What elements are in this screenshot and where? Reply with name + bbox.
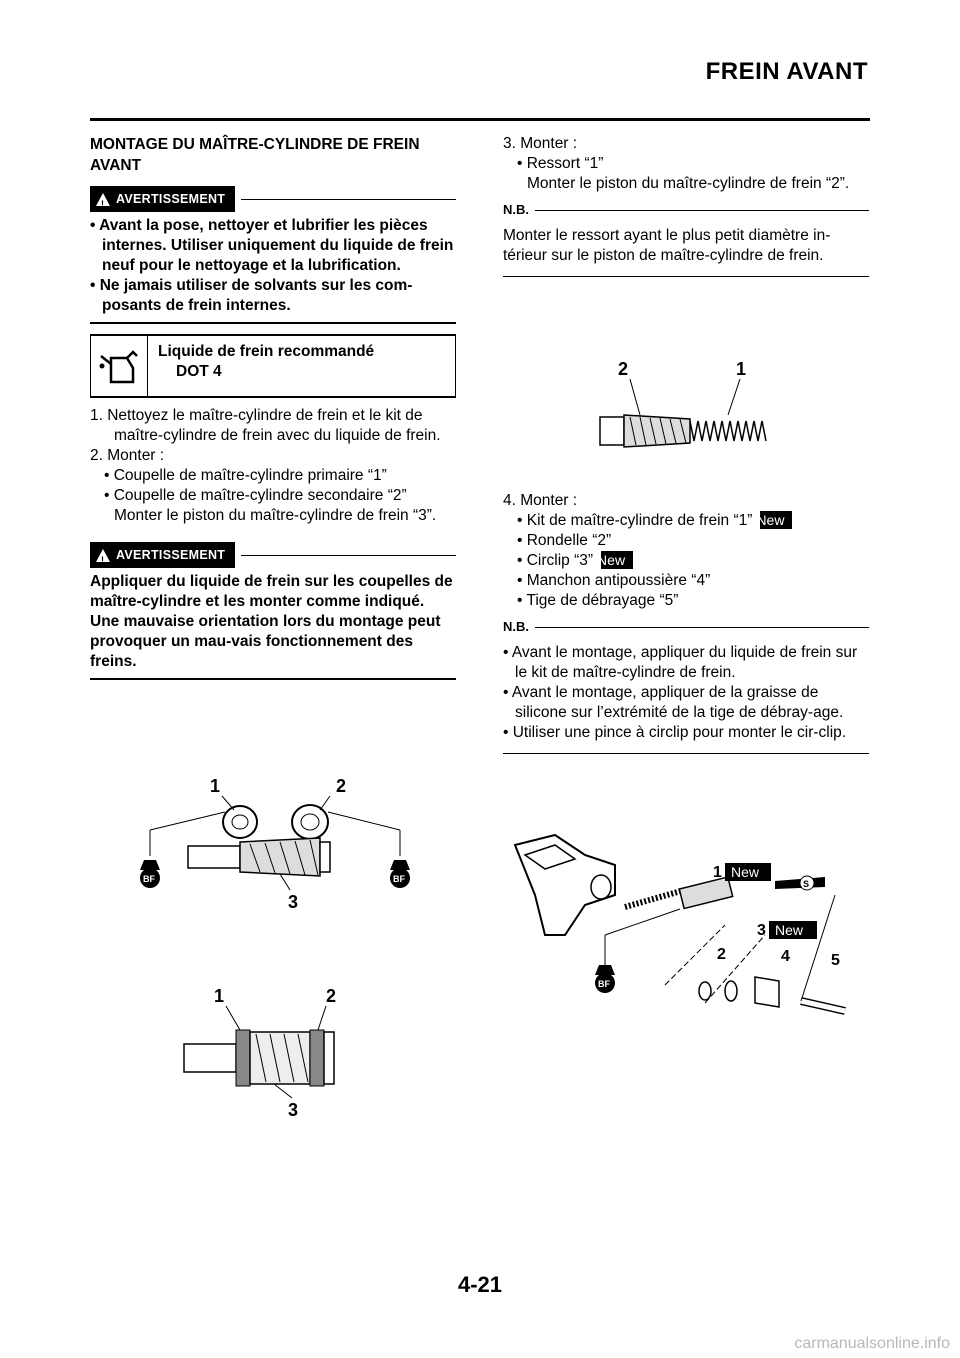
step-4-item: • Kit de maître-cylindre de frein “1” New [503, 511, 869, 531]
step-2-item: • Coupelle de maître-cylindre secondaire “2” [104, 487, 407, 504]
step-4-item: • Tige de débrayage “5” [517, 592, 679, 609]
recommended-fluid-title: Liquide de frein recommandé [158, 343, 375, 360]
fig4-label-3: 3 [757, 922, 766, 939]
warning-header-1 [90, 186, 456, 212]
fig2-label-2: 2 [326, 986, 337, 1006]
fig4-label-4: 4 [781, 948, 790, 965]
section-title: MONTAGE DU MAÎTRE-CYLINDRE DE FREIN AVANT [90, 136, 420, 174]
nb-header-1: N.B. [503, 200, 869, 220]
watermark: carmanualsonline.info [794, 1335, 950, 1352]
fig1-label-1: 1 [210, 776, 221, 796]
warning-rule [241, 199, 456, 200]
figure-cups-piston [130, 760, 420, 920]
nb2-bullet: • Utiliser une pince à circlip pour monter le cir-clip. [503, 724, 847, 741]
warning-badge: ! AVERTISSEMENT [90, 542, 235, 568]
recommended-fluid-value: DOT 4 [176, 363, 222, 380]
warning2-text: Appliquer du liquide de frein sur les coupelles de maître-cylindre et les monter comme indiqué. Une mauvaise orientation lors du montage peut provoquer un mau-vais fonctionnement des freins. [90, 573, 453, 670]
svg-text:S: S [803, 879, 810, 889]
fig3-label-1: 1 [736, 359, 747, 379]
nb1-text: Monter le ressort ayant le plus petit diamètre in-térieur sur le piston de maître-cylindre de frein. [503, 227, 831, 264]
fig1-label-3: 3 [288, 892, 299, 912]
step-2-title: 2. Monter : [90, 447, 165, 464]
fig4-label-2: 2 [717, 946, 726, 963]
figure-spring-piston [590, 355, 790, 455]
fig2-label-1: 1 [214, 986, 225, 1006]
step-4-item: • Circlip “3” New [503, 551, 869, 571]
svg-text:BF: BF [598, 979, 610, 989]
warning1-bullet: • Avant la pose, nettoyer et lubrifier les pièces internes. Utiliser uniquement du liquide de frein neuf pour le nettoyage et la lubrification. [90, 217, 454, 274]
recommended-fluid-text [148, 336, 384, 396]
new-badge: New [601, 551, 633, 569]
svg-text:BF: BF [393, 874, 405, 884]
nb-end-rule [503, 276, 869, 277]
fig4-label-5: 5 [831, 952, 840, 969]
warning-rule [241, 555, 456, 556]
warning-end-rule [90, 322, 456, 324]
warning-icon: ! [96, 549, 110, 562]
warning-end-rule [90, 678, 456, 680]
fig4-label-1: 1 [713, 864, 722, 881]
warning-badge: ! AVERTISSEMENT [90, 186, 235, 212]
step-3-note: Monter le piston du maître-cylindre de frein “2”. [527, 175, 850, 192]
left-column [90, 134, 456, 688]
step-2-item: • Coupelle de maître-cylindre primaire “1” [104, 467, 387, 484]
nb-header-2: N.B. [503, 617, 869, 637]
nb-end-rule [503, 753, 869, 754]
new-badge: New [731, 864, 760, 880]
warning-icon: ! [96, 193, 110, 206]
warning-header-2 [90, 542, 456, 568]
figure-master-cylinder-exploded [505, 825, 875, 1035]
nb2-bullet: • Avant le montage, appliquer du liquide de frein sur le kit de maître-cylindre de frein. [503, 644, 858, 681]
step-4-item: • Manchon antipoussière “4” [517, 572, 711, 589]
new-badge: New [775, 922, 804, 938]
nb2-bullet: • Avant le montage, appliquer de la graisse de silicone sur l’extrémité de la tige de débray-age. [503, 684, 844, 721]
figure-assembled-piston [170, 980, 370, 1120]
step-2-note: Monter le piston du maître-cylindre de frein “3”. [114, 507, 437, 524]
recommended-fluid-box [90, 334, 456, 398]
fig2-label-3: 3 [288, 1100, 299, 1120]
step-1: 1. Nettoyez le maître-cylindre de frein et le kit de maître-cylindre de frein avec du liquide de frein. [90, 407, 441, 444]
step-4-item: • Rondelle “2” [517, 532, 612, 549]
fig1-label-2: 2 [336, 776, 347, 796]
new-badge: New [760, 511, 792, 529]
page-number: 4-21 [457, 1272, 503, 1297]
nb-rule [535, 627, 869, 628]
oil-can-icon [91, 336, 148, 396]
svg-text:BF: BF [143, 874, 155, 884]
warning1-bullet: • Ne jamais utiliser de solvants sur les com-posants de frein internes. [90, 277, 413, 314]
step-3-title: 3. Monter : [503, 135, 578, 152]
nb-rule [535, 210, 869, 211]
step-4-title: 4. Monter : [503, 492, 578, 509]
page-header-title: FREIN AVANT [705, 58, 868, 85]
step-3-item: • Ressort “1” [517, 155, 604, 172]
fig3-label-2: 2 [618, 359, 629, 379]
header-rule [90, 118, 870, 121]
